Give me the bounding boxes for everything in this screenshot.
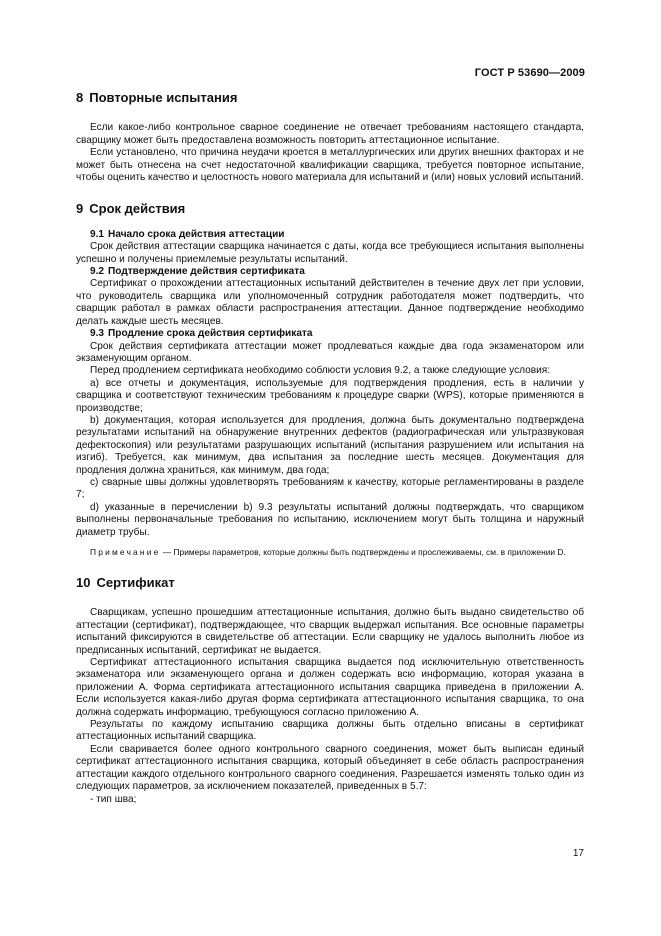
section-10-heading — [76, 577, 584, 589]
subsection-9-2-number: 9.2 — [90, 266, 105, 278]
section-10-number: 10 — [76, 575, 91, 590]
section-10-paragraph: Если сваривается более одного контрольного сварного соединения, может быть выписан единый сертификат аттестационного испытания сварщика, который объединяет в себе область распространения аттестации каждого отдельного контрольного сварного соединения. Разрешается изменять только один из следующих параметров, за исключением показателей, приведенных в 5.7: — [76, 743, 584, 793]
section-9-heading — [76, 203, 584, 215]
note — [76, 547, 584, 558]
note-text: — Примеры параметров, которые должны быть подтверждены и прослеживаемы, см. в приложении D. — [160, 547, 566, 557]
subsection-9-3-heading — [76, 328, 584, 340]
subsection-9-1-title: Начало срока действия аттестации — [108, 228, 285, 240]
subsection-9-2-title: Подтверждение действия сертификата — [108, 266, 305, 278]
subsection-9-2-heading — [76, 266, 584, 278]
section-8-title: Повторные испытания — [89, 90, 238, 105]
subsection-9-3-paragraph: Срок действия сертификата аттестации может продлеваться каждые два года экзаменатором или экзаменующим органом. — [76, 340, 584, 364]
page-body — [76, 92, 584, 806]
note-label: Примечание — [90, 547, 161, 557]
list-item-c: с) сварные швы должны удовлетворять требованиям к качеству, которые регламентированы в разделе 7; — [76, 476, 584, 501]
section-10-paragraph: Результаты по каждому испытанию сварщика должны быть отдельно вписаны в сертификат аттестационных испытаний сварщика. — [76, 719, 584, 743]
section-8-heading — [76, 92, 584, 104]
list-item-b: b) документация, которая используется для продления, должна быть документально подтверждена результатами испытаний на обнаружение внутренних дефектов (радиографическая или ультразвуковая дефектоскопия) или результатами разрушающих испытаний (испытания разрушением или испытания на изгиб). Требуется, как минимум, два испытания за последние шесть месяцев. Документация для продления должна храниться, как минимум, два года; — [76, 414, 584, 476]
list-item-a: а) все отчеты и документация, используемые для подтверждения продления, есть в наличии у сварщика и соответствуют техническим требованиям к процедуре сварки (WPS), которые применяются в производстве; — [76, 377, 584, 414]
subsection-9-1-heading — [76, 229, 584, 241]
subsection-9-1-paragraph: Срок действия аттестации сварщика начинается с даты, когда все требующиеся испытания выполнены успешно и получены приемлемые результаты испытаний. — [76, 241, 584, 265]
section-8-paragraph: Если какое-либо контрольное сварное соединение не отвечает требованиям настоящего стандарта, сварщику может быть предоставлена возможность повторить аттестационное испытание. — [76, 122, 584, 146]
page-number: 17 — [572, 848, 584, 859]
subsection-9-1-number: 9.1 — [90, 228, 105, 240]
list-item-weld-type: - тип шва; — [90, 793, 137, 805]
subsection-9-2-paragraph: Сертификат о прохождении аттестационных испытаний действителен в течение двух лет при условии, что руководитель сварщика или уполномоченный сотрудник работодателя может подтвердить, что сварщик работал в рамках области распространения аттестации. Данное подтверждение необходимо делать каждые шесть месяцев. — [76, 278, 584, 327]
list-item-d: d) указанные в перечислении b) 9.3 результаты испытаний должны подтверждать, что сварщиком выполнены первоначальные требования по испытанию, исключением могут быть толщина и наружный диаметр трубы. — [76, 501, 584, 538]
subsection-9-3-number: 9.3 — [90, 328, 105, 340]
section-9-number: 9 — [76, 201, 84, 217]
section-8-number: 8 — [76, 90, 84, 105]
subsection-9-3-title: Продление срока действия сертификата — [108, 328, 313, 340]
document-code: ГОСТ Р 53690—2009 — [474, 67, 585, 79]
section-10-paragraph: Сварщикам, успешно прошедшим аттестационные испытания, должно быть выдано свидетельство об аттестации (сертификат), подтверждающее, что сварщик выдержал испытания. Все основные параметры испытаний фиксируются в свидетельстве об аттестации. Если сварщику не удалось выполнить любое из предписанных испытаний, сертификат не выдается. — [76, 607, 584, 656]
section-10-paragraph: Сертификат аттестационного испытания сварщика выдается под исключительную ответственность экзаменатора или экзаменующего органа и должен содержать всю информацию, которая указана в приложении А. Форма сертификата аттестационного испытания сварщика приведена в приложении А. Если используется какая-либо другая форма сертификата аттестационного испытания сварщика, то она должна содержать информацию, требующуюся согласно приложению А. — [76, 657, 584, 718]
section-9-title: Срок действия — [89, 201, 186, 217]
section-8-paragraph: Если установлено, что причина неудачи кроется в металлургических или других внешних факторах и не может быть отнесена на счет недостаточной квалификации сварщика, требуется повторное испытание, чтобы оценить качество и целостность нового материала для испытаний и (или) новых условий испытаний. — [76, 147, 584, 184]
section-10-title: Сертификат — [96, 575, 175, 590]
subsection-9-3-paragraph: Перед продлением сертификата необходимо соблюсти условия 9.2, а также следующие условия: — [90, 365, 551, 377]
